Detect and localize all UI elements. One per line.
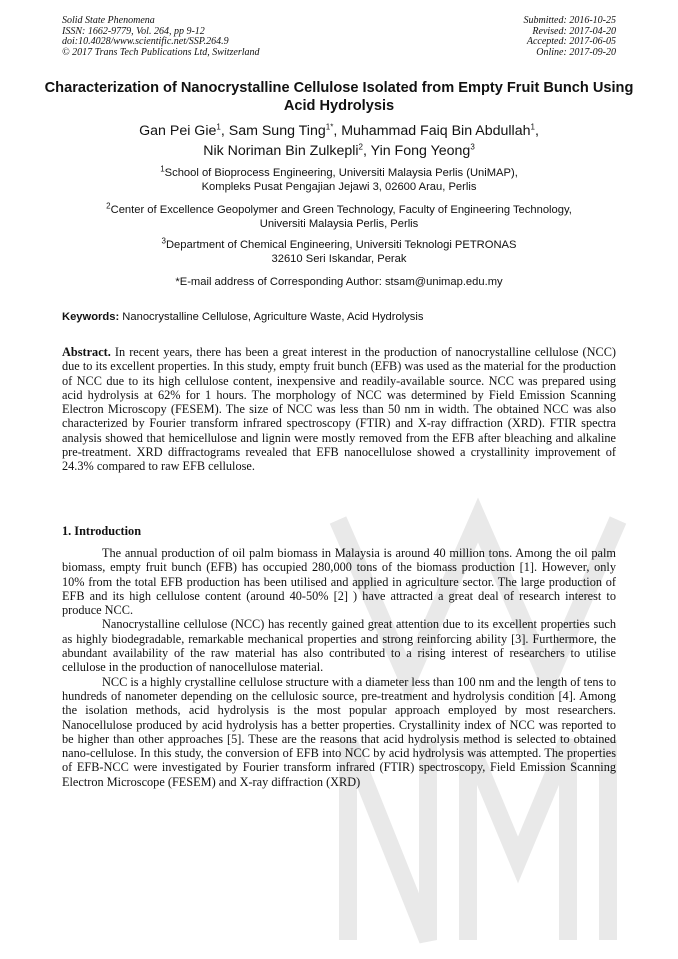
journal-name: Solid State Phenomena [62,15,155,26]
corresponding-author: *E-mail address of Corresponding Author: stsam@unimap.edu.my [175,276,503,288]
affiliation-1: $^1$School of Bioprocess Engineering, Universiti Malaysia Perlis (UniMAP), Kompleks Pusat Pengajian Jejawi 3, 02600 Arau, Perlis [160,164,518,193]
author-list [40,121,638,161]
keywords: Keywords: Nanocrystalline Cellulose, Agriculture Waste, Acid Hydrolysis [62,311,424,323]
author: Muhammad Faiq Bin Abdullah$^1$, [341,122,539,139]
issn: ISSN: 1662-9779, Vol. 264, pp 9-12 [62,25,205,37]
author: Yin Fong Yeong$^3$ [370,142,475,159]
revised-date: Revised: 2017-04-20 [532,25,616,37]
doi: doi:10.4028/www.scientific.net/SSP.264.9 [62,36,229,48]
section-heading-introduction: 1. Introduction [62,524,142,538]
paper-title: Characterization of Nanocrystalline Cellulose Isolated from Empty Fruit Bunch Using Acid Hydrolysis [44,80,634,114]
abstract: Abstract. In recent years, there has been a great interest in the production of nanocrystalline cellulose (NCC) due to its excellent properties. In this study, empty fruit bunch (EFB) was used as the material for the production of NCC due to its high cellulose content, inexpensive and readily-available source. NCC was prepared using acid hydrolysis at 62% for 1 hours. The morphology of NCC was determined by Field Emission Scanning Electron Microscopy (FESEM). The size of NCC was less than 50 nm in width. The obtained NCC was also characterized by Fourier transform infrared spectroscopy (FTIR) and X-ray diffraction (XRD). FTIR spectra analysis showed that hemicellulose and lignin were mostly removed from the EFB after bleaching and alkaline pre-treatment. XRD diffractograms revealed that EFB nanocellulose showed a crystallinity improvement of 24.3% compared to raw EFB cellulose. [62,345,616,474]
paragraph: NCC is a highly crystalline cellulose structure with a diameter less than 100 nm and the length of tens to hundreds of nanometer depending on the cellulosic source, pre-treatment and hydrolysis condition [4]. Among the isolation methods, acid hydrolysis is the most popular approach employed by most researchers. Nanocellulose produced by acid hydrolysis has a better properties. Crystallinity index of NCC was reported to be higher than other approaches [5]. These are the reasons that acid hydrolysis method is selected to obtained nano-cellulose. In this study, the conversion of EFB into NCC by acid hydrolysis was attempted. The properties of EFB-NCC were investigated by Fourier transform infrared (FTIR) spectroscopy, Field Emission Scanning Electron Microscope (FESEM) and X-ray diffraction (XRD) [62,674,616,789]
journal-header [62,16,616,58]
paragraph: Nanocrystalline cellulose (NCC) has recently gained great attention due to its excellent properties such as highly biodegradable, remarkable mechanical properties and strong reinforcing ability [3]. Furthermore, the abundant availability of the raw material has also contributed to a rising interest of researchers to utilise cellulose in the production of nanocellulose material. [62,617,616,675]
affiliation-2: $^2$Center of Excellence Geopolymer and Green Technology, Faculty of Engineering Technology, Universiti Malaysia Perlis, Perlis [106,201,572,230]
online-date: Online: 2017-09-20 [536,46,616,58]
copyright: © 2017 Trans Tech Publications Ltd, Switzerland [62,46,260,58]
author: Gan Pei Gie$^1$, [139,122,229,139]
affiliation-3: $^3$Department of Chemical Engineering, Universiti Teknologi PETRONAS 32610 Seri Iskandar, Perak [161,236,517,265]
accepted-date: Accepted: 2017-06-05 [526,36,616,48]
author: Nik Noriman Bin Zulkepli$^2$, [203,142,371,159]
paragraph: The annual production of oil palm biomass in Malaysia is around 40 million tons. Among the oil palm biomass, empty fruit bunch (EFB) has occupied 280,000 tons of the biomass production [1]. However, only 10% from the total EFB production has been utilised and applied in agriculture sector. The large production of EFB and its high cellulose content (around 40-50% [2] ) have attracted a great deal of research interest to produce NCC. [62,546,616,618]
submitted-date: Submitted: 2016-10-25 [523,15,616,26]
author: Sam Sung Ting$^{1*}$, [228,122,342,139]
introduction-body [62,546,616,789]
